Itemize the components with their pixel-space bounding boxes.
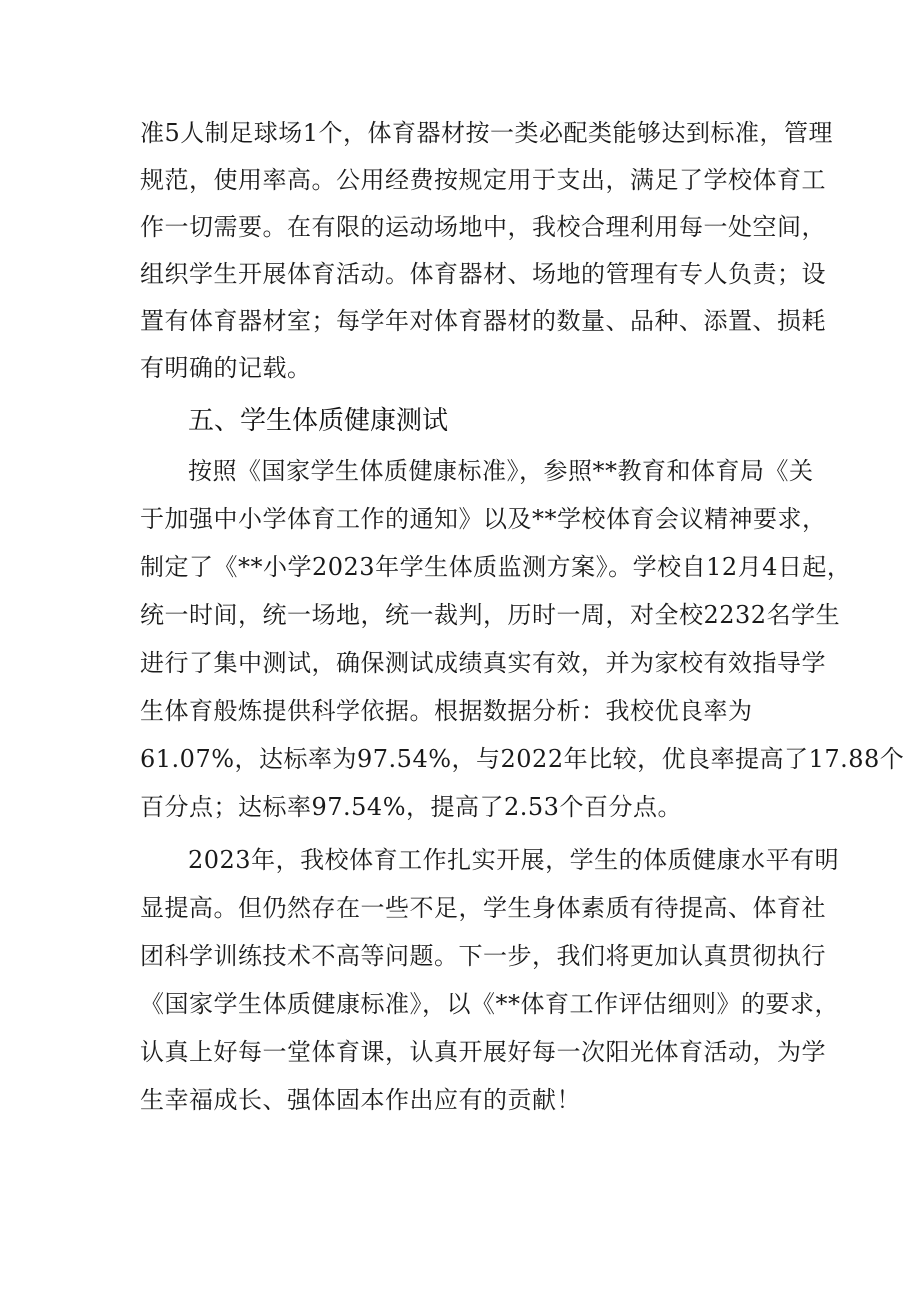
section-heading: 五、学生体质健康测试	[188, 406, 449, 436]
paragraph-line: 准5人制足球场1个，体育器材按一类必配类能够达到标准，管理	[140, 119, 834, 147]
paragraph-line: 2023年，我校体育工作扎实开展，学生的体质健康水平有明	[188, 846, 840, 874]
paragraph-line: 组织学生开展体育活动。体育器材、场地的管理有专人负责；设	[140, 260, 826, 288]
paragraph-line: 团科学训练技术不高等问题。下一步，我们将更加认真贯彻执行	[140, 942, 826, 970]
paragraph-line: 显提高。但仍然存在一些不足，学生身体素质有待提高、体育社	[140, 894, 826, 922]
paragraph-line: 生体育般炼提供科学依据。根据数据分析：我校优良率为	[140, 697, 753, 725]
paragraph-line: 百分点；达标率97.54%，提高了2.53个百分点。	[140, 793, 682, 821]
paragraph-line: 按照《国家学生体质健康标准》，参照**教育和体育局《关	[188, 457, 814, 485]
paragraph-line: 生幸福成长、强体固本作出应有的贡献！	[140, 1086, 581, 1114]
paragraph-line: 进行了集中测试，确保测试成绩真实有效，并为家校有效指导学	[140, 649, 826, 677]
paragraph-line: 有明确的记载。	[140, 354, 312, 382]
paragraph-line: 61.07%，达标率为97.54%，与2022年比较，优良率提高了17.88个	[140, 745, 905, 773]
paragraph-line: 规范，使用率高。公用经费按规定用于支出，满足了学校体育工	[140, 166, 826, 194]
paragraph-line: 《国家学生体质健康标准》，以《**体育工作评估细则》的要求，	[140, 990, 839, 1018]
paragraph-line: 作一切需要。在有限的运动场地中，我校合理利用每一处空间，	[140, 213, 826, 241]
paragraph-line: 统一时间，统一场地，统一裁判，历时一周，对全校2232名学生	[140, 601, 841, 629]
paragraph-line: 制定了《**小学2023年学生体质监测方案》。学校自12月4日起，	[140, 553, 852, 581]
paragraph-line: 于加强中小学体育工作的通知》以及**学校体育会议精神要求，	[140, 505, 827, 533]
paragraph-line: 置有体育器材室；每学年对体育器材的数量、品种、添置、损耗	[140, 307, 826, 335]
paragraph-line: 认真上好每一堂体育课，认真开展好每一次阳光体育活动，为学	[140, 1038, 826, 1066]
